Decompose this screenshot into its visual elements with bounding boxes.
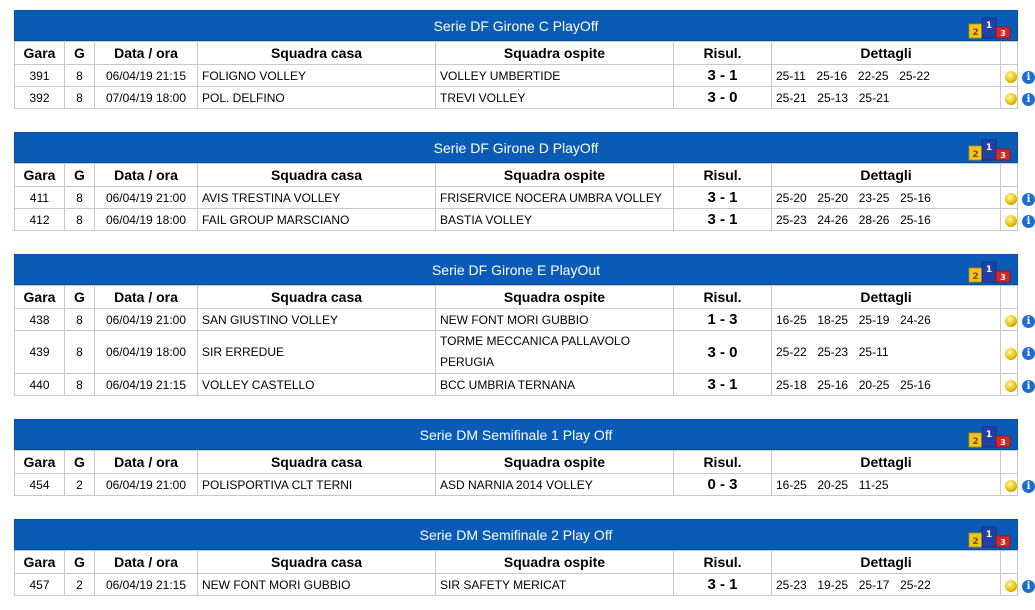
column-header-data: Data / ora (95, 42, 198, 65)
table-row (15, 65, 1018, 87)
matchday: 8 (65, 87, 95, 109)
info-icon[interactable]: i (1022, 347, 1035, 360)
volleyball-icon[interactable] (1005, 480, 1017, 492)
volleyball-icon[interactable] (1005, 215, 1017, 227)
column-header-gara: Gara (15, 164, 65, 187)
results-section (14, 10, 1031, 109)
volleyball-icon[interactable] (1005, 193, 1017, 205)
column-header-actions (1001, 164, 1018, 187)
home-team: SAN GIUSTINO VOLLEY (198, 309, 436, 331)
row-actions (1001, 374, 1031, 396)
info-icon[interactable]: i (1022, 193, 1035, 206)
column-header-g: G (65, 286, 95, 309)
home-team: POLISPORTIVA CLT TERNI (198, 474, 436, 496)
column-header-data: Data / ora (95, 451, 198, 474)
results-table (14, 285, 1031, 396)
set-details: 25-11 25-16 22-25 25-22 (772, 65, 1001, 87)
volleyball-icon[interactable] (1005, 380, 1017, 392)
matchday: 8 (65, 331, 95, 374)
home-team: SIR ERREDUE (198, 331, 436, 374)
svg-text:1: 1 (985, 21, 993, 31)
podium-icon[interactable] (969, 427, 1011, 447)
section-header (14, 132, 1018, 163)
matchday: 2 (65, 474, 95, 496)
set-details: 25-22 25-23 25-11 (772, 331, 1001, 374)
column-header-risul: Risul. (674, 42, 772, 65)
column-header-dettagli: Dettagli (772, 451, 1001, 474)
column-header-casa: Squadra casa (198, 451, 436, 474)
match-datetime: 06/04/19 18:00 (95, 331, 198, 374)
away-team: TORME MECCANICA PALLAVOLO PERUGIA (436, 331, 674, 374)
set-details: 25-18 25-16 20-25 25-16 (772, 374, 1001, 396)
column-header-casa: Squadra casa (198, 286, 436, 309)
match-number: 392 (15, 87, 65, 109)
home-team: VOLLEY CASTELLO (198, 374, 436, 396)
table-header-row (15, 451, 1018, 474)
table-row (15, 574, 1018, 596)
svg-text:1: 1 (985, 143, 993, 153)
row-actions (1001, 65, 1031, 87)
match-number: 391 (15, 65, 65, 87)
column-header-risul: Risul. (674, 286, 772, 309)
away-team: NEW FONT MORI GUBBIO (436, 309, 674, 331)
info-icon[interactable]: i (1022, 215, 1035, 228)
home-team: AVIS TRESTINA VOLLEY (198, 187, 436, 209)
matchday: 8 (65, 187, 95, 209)
table-header-row (15, 551, 1018, 574)
home-team: FOLIGNO VOLLEY (198, 65, 436, 87)
away-team: BASTIA VOLLEY (436, 209, 674, 231)
section-header (14, 10, 1018, 41)
match-number: 439 (15, 331, 65, 374)
column-header-actions (1001, 451, 1018, 474)
column-header-risul: Risul. (674, 551, 772, 574)
table-row (15, 309, 1018, 331)
match-result: 3 - 1 (674, 65, 772, 87)
column-header-gara: Gara (15, 551, 65, 574)
match-result: 3 - 0 (674, 87, 772, 109)
column-header-gara: Gara (15, 451, 65, 474)
results-table (14, 41, 1031, 109)
volleyball-icon[interactable] (1005, 93, 1017, 105)
svg-text:2: 2 (972, 150, 979, 160)
match-number: 438 (15, 309, 65, 331)
table-header-row (15, 286, 1018, 309)
table-row (15, 331, 1018, 374)
section-header (14, 254, 1018, 285)
table-row (15, 474, 1018, 496)
away-team: FRISERVICE NOCERA UMBRA VOLLEY (436, 187, 674, 209)
info-icon[interactable]: i (1022, 93, 1035, 106)
match-result: 3 - 1 (674, 374, 772, 396)
match-datetime: 06/04/19 21:00 (95, 474, 198, 496)
table-header-row (15, 42, 1018, 65)
match-number: 440 (15, 374, 65, 396)
column-header-data: Data / ora (95, 551, 198, 574)
svg-text:2: 2 (972, 28, 979, 38)
set-details: 25-23 24-26 28-26 25-16 (772, 209, 1001, 231)
column-header-ospite: Squadra ospite (436, 286, 674, 309)
match-datetime: 06/04/19 21:00 (95, 309, 198, 331)
column-header-data: Data / ora (95, 164, 198, 187)
matchday: 2 (65, 574, 95, 596)
section-header (14, 419, 1018, 450)
match-number: 454 (15, 474, 65, 496)
section-title: Serie DM Semifinale 2 Play Off (419, 527, 613, 543)
info-icon[interactable]: i (1022, 480, 1035, 493)
svg-text:1: 1 (985, 430, 993, 440)
column-header-risul: Risul. (674, 164, 772, 187)
away-team: BCC UMBRIA TERNANA (436, 374, 674, 396)
row-actions (1001, 474, 1031, 496)
svg-text:3: 3 (1000, 273, 1006, 282)
column-header-actions (1001, 286, 1018, 309)
table-header-row (15, 164, 1018, 187)
column-header-g: G (65, 551, 95, 574)
section-header (14, 519, 1018, 550)
svg-text:2: 2 (972, 537, 979, 547)
svg-text:2: 2 (972, 437, 979, 447)
section-title: Serie DM Semifinale 1 Play Off (419, 427, 613, 443)
results-section (14, 254, 1031, 396)
section-title: Serie DF Girone E PlayOut (431, 262, 601, 278)
results-table (14, 450, 1031, 496)
column-header-casa: Squadra casa (198, 551, 436, 574)
matchday: 8 (65, 309, 95, 331)
column-header-ospite: Squadra ospite (436, 551, 674, 574)
column-header-dettagli: Dettagli (772, 286, 1001, 309)
match-datetime: 06/04/19 21:15 (95, 374, 198, 396)
info-icon[interactable]: i (1022, 380, 1035, 393)
set-details: 16-25 18-25 25-19 24-26 (772, 309, 1001, 331)
away-team: TREVI VOLLEY (436, 87, 674, 109)
row-actions (1001, 187, 1031, 209)
column-header-casa: Squadra casa (198, 164, 436, 187)
home-team: NEW FONT MORI GUBBIO (198, 574, 436, 596)
column-header-casa: Squadra casa (198, 42, 436, 65)
svg-text:3: 3 (1000, 151, 1006, 160)
column-header-data: Data / ora (95, 286, 198, 309)
match-datetime: 06/04/19 21:15 (95, 574, 198, 596)
column-header-dettagli: Dettagli (772, 164, 1001, 187)
table-row (15, 374, 1018, 396)
svg-text:1: 1 (985, 530, 993, 540)
match-number: 457 (15, 574, 65, 596)
column-header-g: G (65, 42, 95, 65)
svg-text:3: 3 (1000, 29, 1006, 38)
matchday: 8 (65, 65, 95, 87)
away-team: VOLLEY UMBERTIDE (436, 65, 674, 87)
row-actions (1001, 309, 1031, 331)
table-row (15, 209, 1018, 231)
set-details: 25-23 19-25 25-17 25-22 (772, 574, 1001, 596)
volleyball-icon[interactable] (1005, 580, 1017, 592)
table-row (15, 187, 1018, 209)
column-header-ospite: Squadra ospite (436, 451, 674, 474)
matchday: 8 (65, 209, 95, 231)
results-table (14, 550, 1031, 596)
away-team: ASD NARNIA 2014 VOLLEY (436, 474, 674, 496)
match-result: 3 - 1 (674, 187, 772, 209)
podium-icon[interactable] (969, 18, 1011, 38)
volleyball-icon[interactable] (1005, 71, 1017, 83)
table-row (15, 87, 1018, 109)
podium-icon[interactable] (969, 527, 1011, 547)
column-header-risul: Risul. (674, 451, 772, 474)
column-header-g: G (65, 164, 95, 187)
match-datetime: 06/04/19 21:00 (95, 187, 198, 209)
info-icon[interactable]: i (1022, 580, 1035, 593)
column-header-dettagli: Dettagli (772, 42, 1001, 65)
column-header-actions (1001, 42, 1018, 65)
match-datetime: 06/04/19 18:00 (95, 209, 198, 231)
match-datetime: 06/04/19 21:15 (95, 65, 198, 87)
results-section (14, 519, 1031, 596)
svg-text:1: 1 (985, 265, 993, 275)
results-section (14, 132, 1031, 231)
home-team: POL. DELFINO (198, 87, 436, 109)
section-title: Serie DF Girone D PlayOff (433, 140, 599, 156)
home-team: FAIL GROUP MARSCIANO (198, 209, 436, 231)
set-details: 25-20 25-20 23-25 25-16 (772, 187, 1001, 209)
row-actions (1001, 87, 1031, 109)
match-result: 3 - 1 (674, 574, 772, 596)
match-datetime: 07/04/19 18:00 (95, 87, 198, 109)
column-header-g: G (65, 451, 95, 474)
svg-text:2: 2 (972, 272, 979, 282)
results-section (14, 419, 1031, 496)
column-header-gara: Gara (15, 42, 65, 65)
column-header-actions (1001, 551, 1018, 574)
away-team: SIR SAFETY MERICAT (436, 574, 674, 596)
results-table (14, 163, 1031, 231)
row-actions (1001, 574, 1031, 596)
column-header-dettagli: Dettagli (772, 551, 1001, 574)
set-details: 16-25 20-25 11-25 (772, 474, 1001, 496)
row-actions (1001, 209, 1031, 231)
info-icon[interactable]: i (1022, 71, 1035, 84)
column-header-gara: Gara (15, 286, 65, 309)
match-result: 3 - 1 (674, 209, 772, 231)
match-result: 1 - 3 (674, 309, 772, 331)
volleyball-icon[interactable] (1005, 315, 1017, 327)
volleyball-icon[interactable] (1005, 348, 1017, 360)
match-result: 3 - 0 (674, 331, 772, 374)
set-details: 25-21 25-13 25-21 (772, 87, 1001, 109)
section-title: Serie DF Girone C PlayOff (433, 18, 599, 34)
matchday: 8 (65, 374, 95, 396)
svg-text:3: 3 (1000, 438, 1006, 447)
podium-icon[interactable] (969, 262, 1011, 282)
svg-text:3: 3 (1000, 538, 1006, 547)
column-header-ospite: Squadra ospite (436, 42, 674, 65)
podium-icon[interactable] (969, 140, 1011, 160)
row-actions (1001, 331, 1031, 374)
match-number: 411 (15, 187, 65, 209)
info-icon[interactable]: i (1022, 315, 1035, 328)
match-result: 0 - 3 (674, 474, 772, 496)
match-number: 412 (15, 209, 65, 231)
column-header-ospite: Squadra ospite (436, 164, 674, 187)
